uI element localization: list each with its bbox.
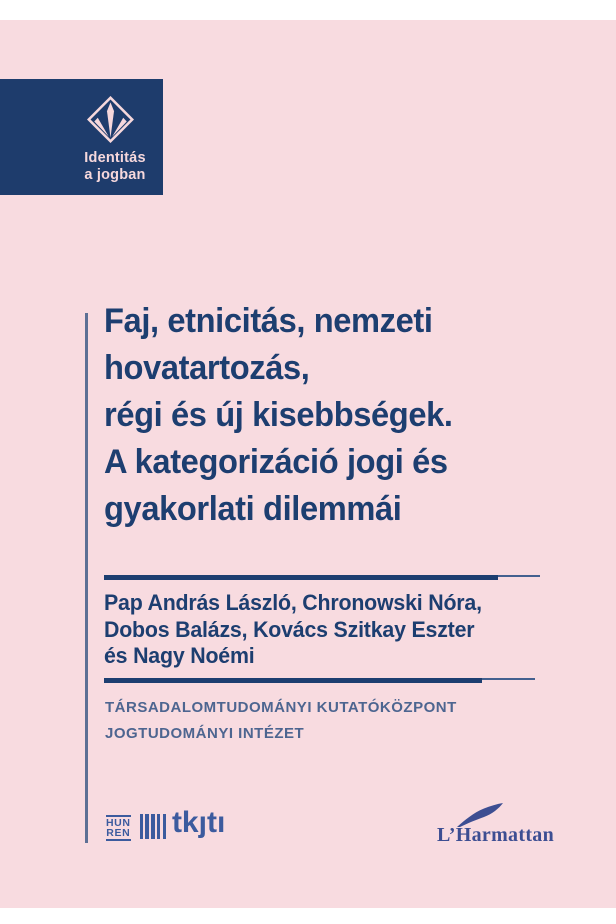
hunren-line2: REN [106,827,131,839]
book-title [104,298,555,533]
series-badge-line1: Identitás [84,150,146,166]
institute-line: TÁRSADALOMTUDOMÁNYI KUTATÓKÖZPONT [105,699,457,716]
title-line: régi és új kisebbségek. [104,396,453,434]
divider-thick-segment [104,678,482,683]
author-line: és Nagy Noémi [104,643,255,668]
title-line: hovatartozás, [104,349,310,387]
hunren-tkjti-logo [106,806,226,846]
tk-bars-icon [140,814,169,839]
diamond-gem-icon [87,96,134,143]
series-badge-line2: a jogban [84,166,146,183]
hunren-wordmark [106,815,131,841]
author-line: Pap András László, Chronowski Nóra, [104,590,482,615]
divider-thick-segment [104,575,498,580]
lharmattan-wordmark: L’Harmattan [437,824,555,846]
institute-name [105,695,535,747]
divider-thin-segment [498,575,540,577]
series-badge-text [65,150,165,183]
hunren-line1: HUN [106,817,131,829]
institute-line: JOGTUDOMÁNYI INTÉZET [105,725,305,742]
title-line: gyakorlati dilemmái [104,490,402,528]
tkjti-wordmark: tkȷtı [171,806,226,839]
divider-thin-segment [482,678,535,680]
series-badge-identitas-a-jogban [0,79,163,195]
title-line: A kategorizáció jogi és [104,443,448,481]
author-line: Dobos Balázs, Kovács Szitkay Eszter [104,616,475,642]
title-line: Faj, etnicitás, nemzeti [104,302,433,340]
book-cover [0,20,616,908]
lharmattan-logo [437,803,555,865]
title-accent-bar [85,313,88,843]
author-names [104,590,541,670]
